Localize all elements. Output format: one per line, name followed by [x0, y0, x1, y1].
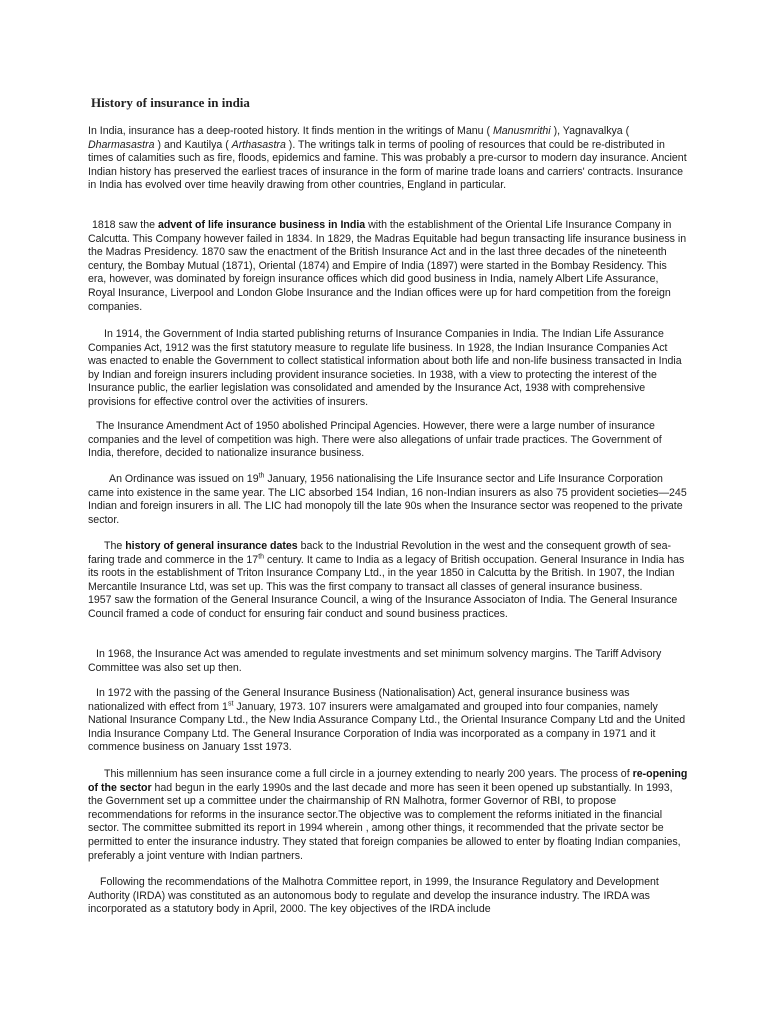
bold-heading-life-insurance: advent of life insurance business in India: [157, 219, 366, 231]
italic-term-arthasastra: Arthasastra: [231, 138, 286, 151]
paragraph-amendment-1968: [88, 648, 688, 675]
superscript: th: [258, 553, 265, 561]
italic-term-manusmrithi: Manusmrithi: [492, 125, 551, 137]
paragraph-ordinance-1956: [88, 473, 688, 527]
text-run: This millennium has seen insurance come a full circle in a journey extending to nearly 200 years. The process of: [104, 768, 633, 780]
paragraph-1914-regulation: [88, 328, 688, 410]
text-run: The: [104, 540, 126, 552]
superscript: st: [227, 700, 234, 708]
text-run: with the establishment of the Oriental Life Insurance Company in Calcutta. This Company however failed in 1834. In 1829, the Madras Equitable had begun transacting life insurance business in the Madras Presidency. 1870 saw the enactment of the British Insurance Act and in the last three decades of the nineteenth century, the Bombay Mutual (1871), Oriental (1874) and Empire of India (1897) were started in the Bombay Residency. This era, however, was dominated by foreign insurance offices which did good business in India, namely Albert Life Assurance, Royal Insurance, Liverpool and London Globe Insurance and the Indian offices were up for hard competition from the foreign companies.: [88, 219, 687, 313]
text-run: In 1914, the Government of India started publishing returns of Insurance Companies in India. The Indian Life Assurance Companies Act, 1912 was the first statutory measure to regulate life business. In 1928, the Indian Insurance Companies Act was enacted to enable the Government to collect statistical information about both life and non-life business transacted in India by Indian and foreign insurers including provident insurance societies. In 1938, with a view to protecting the interest of the Insurance public, the earlier legislation was consolidated and amended by the Insurance Act, 1938 with comprehensive provisions for effective control over the activities of insurers.: [88, 328, 682, 408]
text-run: In India, insurance has a deep-rooted history. It finds mention in the writings of Manu (: [88, 125, 493, 137]
text-run: back to the Industrial Revolution in the west and the consequent growth of sea-faring trade and commerce in the 17: [88, 540, 672, 566]
paragraph-amendment-1950: [88, 420, 688, 461]
text-run: An Ordinance was issued on 19: [109, 473, 259, 485]
text-run: January, 1956 nationalising the Life Insurance sector and Life Insurance Corporation came into existence in the same year. The LIC absorbed 154 Indian, 16 non-Indian insurers as also 75 provident societies—245 Indian and foreign insurers in all. The LIC had monopoly till the late 90s when the Insurance sector was reopened to the private sector.: [88, 473, 687, 526]
document-title: History of insurance in india: [91, 95, 250, 110]
text-run: ) and Kautilya (: [154, 138, 232, 151]
paragraph-irda: [88, 876, 688, 917]
bold-heading-general-insurance: history of general insurance dates: [125, 540, 298, 552]
text-run: January, 1973. 107 insurers were amalgamated and grouped into four companies, namely National Insurance Company Ltd., the New India Assurance Company Ltd., the Oriental Insurance Company Ltd and the United India Insurance Company Ltd. The General Insurance Corporation of India was incorporated as a company in 1971 and it commence business on January 1sst 1973.: [88, 700, 686, 754]
paragraph-life-insurance-1818: [88, 219, 688, 314]
text-run: The Insurance Amendment Act of 1950 abolished Principal Agencies. However, there were a large number of insurance companies and the level of competition was high. There were also allegations of unfair trade practices. The Government of India, therefore, decided to nationalize insurance business.: [88, 420, 662, 460]
paragraph-nationalisation-1972: [88, 687, 688, 755]
text-run: 1818 saw the: [92, 219, 158, 231]
text-run: Following the recommendations of the Malhotra Committee report, in 1999, the Insurance Regulatory and Development Authority (IRDA) was constituted as an autonomous body to regulate and develop the insurance industry. The IRDA was incorporated as a statutory body in April, 2000. The key objectives of the IRDA include: [88, 876, 659, 916]
italic-term-dharmasastra: Dharmasastra: [88, 138, 155, 151]
text-run: ). The writings talk in terms of pooling of resources that could be re-distributed in times of calamities such as fire, floods, epidemics and famine. This was probably a pre-cursor to modern day insurance. Ancient Indian history has preserved the earliest traces of insurance in the form of marine trade loans and carriers' contracts. Insurance in India has evolved over time heavily drawing from other countries, England in particular.: [88, 138, 687, 192]
paragraph-general-insurance-history: [88, 540, 688, 622]
text-run: In 1972 with the passing of the General Insurance Business (Nationalisation) Act, general insurance business was nationalized with effect from 1: [88, 687, 630, 713]
text-run: century. It came to India as a legacy of British occupation. General Insurance in India has its roots in the establishment of Triton Insurance Company Ltd., in the year 1850 in Calcutta by the British. In 1907, the Indian Mercantile Insurance Ltd, was set up. This was the first company to transact all classes of general insurance business.: [88, 553, 685, 593]
paragraph-ancient-history: [88, 125, 688, 193]
text-run: had begun in the early 1990s and the last decade and more has seen it been opened up substantially. In 1993, the Government set up a committee under the chairmanship of RN Malhotra, former Governor of RBI, to propose recommendations for reforms in the insurance sector.The objective was to complement the reforms initiated in the financial sector. The committee submitted its report in 1994 wherein , among other things, it recommended that the private sector be permitted to enter the insurance industry. They stated that foreign companies be allowed to enter by floating Indian companies, preferably a joint venture with Indian partners.: [88, 781, 681, 862]
text-run: 1957 saw the formation of the General Insurance Council, a wing of the Insurance Associaton of India. The General Insurance Council framed a code of conduct for ensuring fair conduct and sound business practices.: [88, 594, 678, 620]
paragraph-reopening-sector: [88, 768, 688, 863]
text-run: ), Yagnavalkya (: [550, 125, 630, 137]
superscript: th: [258, 472, 265, 480]
text-run: In 1968, the Insurance Act was amended to regulate investments and set minimum solvency margins. The Tariff Advisory Committee was also set up then.: [88, 648, 662, 674]
bold-heading-reopening: re-opening of the sector: [88, 768, 688, 794]
